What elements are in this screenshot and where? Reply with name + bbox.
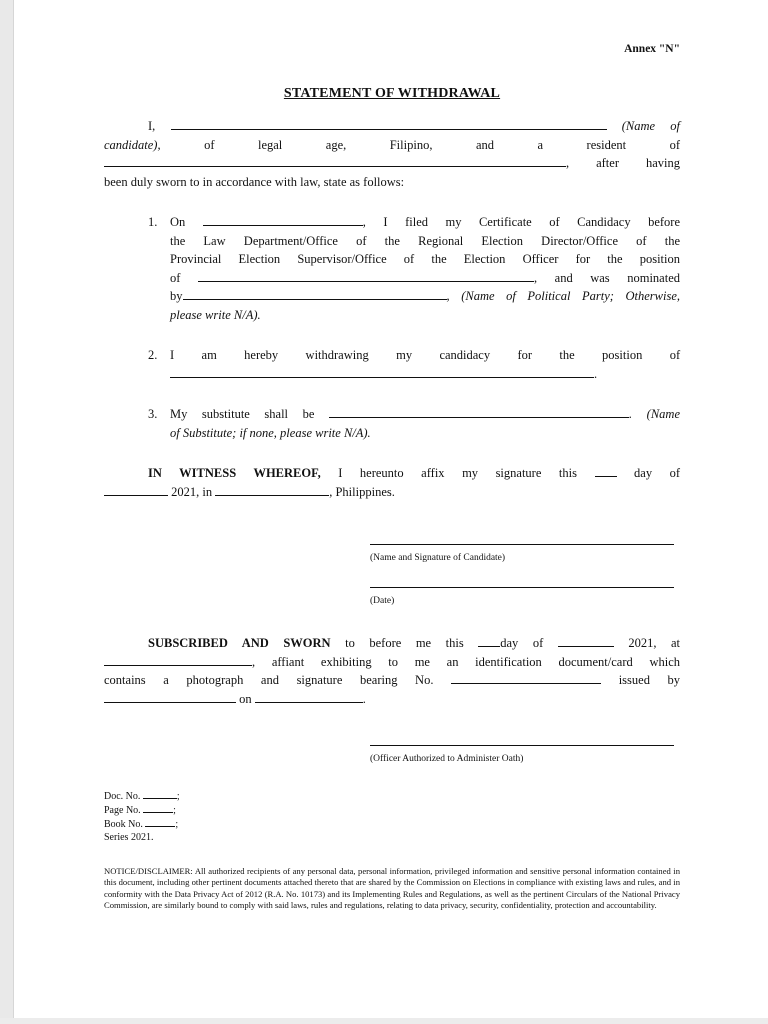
word-filipino: Filipino, xyxy=(389,137,433,152)
w: my xyxy=(396,348,413,362)
word-of: of xyxy=(204,137,215,152)
item-1 xyxy=(104,213,680,324)
item-3-number: 3. xyxy=(148,407,158,421)
word-legal: legal xyxy=(257,137,283,152)
item-2-line-1 xyxy=(170,346,680,365)
word-age: age, xyxy=(325,137,347,152)
subscribed-paragraph xyxy=(104,634,680,708)
scan-edge-bottom xyxy=(0,1018,768,1024)
word-a: a xyxy=(537,137,544,152)
subscribed-t3: 2021, at xyxy=(628,636,681,650)
item-3-line-1 xyxy=(170,405,680,424)
w: hereby xyxy=(244,348,279,362)
candidate-name-blank[interactable] xyxy=(171,117,607,130)
substitute-blank[interactable] xyxy=(329,405,629,418)
witness-bold: IN WITNESS WHEREOF, xyxy=(148,466,321,480)
witness-day-blank[interactable] xyxy=(595,464,617,477)
subscribed-line-4 xyxy=(104,690,680,709)
doc-no xyxy=(104,789,680,803)
item-1-by: by xyxy=(170,289,183,303)
officer-signature-block xyxy=(370,744,674,769)
item-3-line-2: of Substitute; if none, please write N/A). xyxy=(170,425,371,440)
candidate-hint: candidate), xyxy=(104,137,161,152)
subscribed-t4: , affiant exhibiting to me an identification document/card which xyxy=(252,654,680,669)
sworn-day-blank[interactable] xyxy=(478,634,500,647)
docket-block xyxy=(104,789,680,844)
witness-philippines: , Philippines. xyxy=(329,484,395,499)
subscribed-end: . xyxy=(362,691,366,706)
witness-day-of: day of xyxy=(634,466,681,480)
candidate-signature-label: (Name and Signature of Candidate) xyxy=(370,553,506,563)
subscribed-t1: to before me this xyxy=(330,636,464,650)
withdraw-position-blank[interactable] xyxy=(170,365,594,378)
subscribed-bold: SUBSCRIBED AND SWORN xyxy=(148,636,331,650)
document-title: STATEMENT OF WITHDRAWAL xyxy=(283,85,501,101)
page-no-label: Page No. xyxy=(104,804,141,816)
subscribed-line-2 xyxy=(104,653,680,672)
subscribed-on: on xyxy=(239,691,252,706)
candidate-signature-block xyxy=(370,543,674,568)
item-1-on: On xyxy=(170,215,186,229)
position-blank[interactable] xyxy=(198,269,534,282)
book-no-blank[interactable] xyxy=(145,817,175,827)
w: am xyxy=(201,348,217,362)
w: candidacy xyxy=(439,348,491,362)
item-2-end: . xyxy=(594,366,598,381)
date-line[interactable] xyxy=(370,586,674,588)
subscribed-t6: issued by xyxy=(618,673,681,687)
party-hint: , (Name of Political Party; Otherwise, xyxy=(446,289,680,303)
intro-i: I, xyxy=(148,119,156,133)
officer-signature-label: (Officer Authorized to Administer Oath) xyxy=(370,754,524,764)
notice-disclaimer: NOTICE/DISCLAIMER: All authorized recipients of any personal data, personal information, privileged information and sensitive personal information contained in this document, including other pertinent documents attached thereto that are shared by the Commission on Elections in compliance with existing laws and rules, and in conformity with the Data Privacy Act of 2012 (R.A. No. 10173) and its Implementing Rules and Regulations, as well as the pertinent Circulars of the National Privacy Commission, are similarly bound to comply with said laws, rules and regulations, relating to data privacy, security, confidentiality, protection and accountability. xyxy=(104,865,680,911)
name-hint: (Name of xyxy=(621,119,680,133)
date-signature-block xyxy=(370,586,674,611)
residence-blank[interactable] xyxy=(104,154,566,167)
sep: ; xyxy=(173,804,176,816)
intro-line-2 xyxy=(104,136,680,155)
witness-line-1 xyxy=(104,464,680,483)
item-1-filed: , I filed my Certificate of Candidacy before xyxy=(362,215,681,229)
issued-on-blank[interactable] xyxy=(255,690,363,703)
item-1-of: of xyxy=(170,270,181,285)
series: Series 2021. xyxy=(104,831,154,843)
w: position xyxy=(602,348,643,362)
book-no xyxy=(104,817,680,831)
word-and: and xyxy=(475,137,494,152)
item-1-line-1 xyxy=(170,213,680,232)
witness-line-2 xyxy=(104,483,680,502)
sworn-month-blank[interactable] xyxy=(558,634,614,647)
doc-no-label: Doc. No. xyxy=(104,790,141,802)
substitute-hint: . (Name xyxy=(628,407,681,421)
date-label: (Date) xyxy=(370,595,395,606)
issued-by-blank[interactable] xyxy=(104,690,236,703)
item-3 xyxy=(104,405,680,442)
item-1-number: 1. xyxy=(148,215,158,229)
intro-line-4: been duly sworn to in accordance with law, state as follows: xyxy=(104,174,405,189)
w: of xyxy=(669,348,681,362)
witness-year: 2021, in xyxy=(171,484,213,499)
subscribed-t5: contains a photograph and signature bearing No. xyxy=(104,673,434,687)
item-1-line-4 xyxy=(170,269,680,288)
item-1-line-2: the Law Department/Office of the Regional Election Director/Office of the xyxy=(170,233,680,248)
intro-line-1 xyxy=(104,117,680,136)
item-1-nominated: , and was nominated xyxy=(533,270,680,285)
subscribed-t2: day of xyxy=(500,636,544,650)
scan-edge-left xyxy=(0,0,14,1024)
after-having: , after having xyxy=(566,156,680,170)
book-no-label: Book No. xyxy=(104,818,143,830)
annex-label: Annex "N" xyxy=(624,43,680,55)
witness-place-blank[interactable] xyxy=(215,483,329,496)
filing-date-blank[interactable] xyxy=(203,213,363,226)
page-no xyxy=(104,803,680,817)
subscribed-line-1 xyxy=(104,634,680,653)
subscribed-line-3 xyxy=(104,671,680,690)
intro-line-3 xyxy=(104,154,680,173)
word-of-2: of xyxy=(669,137,681,152)
item-3-text: My substitute shall be xyxy=(170,407,315,421)
witness-month-blank[interactable] xyxy=(104,483,168,496)
witness-text: I hereunto affix my signature this xyxy=(320,466,577,480)
item-2-number: 2. xyxy=(148,348,158,362)
w: I xyxy=(170,348,175,362)
item-1-line-3: Provincial Election Supervisor/Office of the Election Officer for the position xyxy=(170,252,680,266)
sep: ; xyxy=(175,818,179,830)
id-number-blank[interactable] xyxy=(451,671,601,684)
sep: ; xyxy=(176,790,180,802)
candidate-signature-line[interactable] xyxy=(370,543,674,545)
officer-signature-line[interactable] xyxy=(370,744,674,746)
item-1-line-6: please write N/A). xyxy=(170,307,261,322)
page-no-blank[interactable] xyxy=(143,803,173,813)
item-1-line-5 xyxy=(170,287,680,306)
word-resident: resident xyxy=(586,137,627,152)
w: the xyxy=(559,348,575,362)
sworn-place-blank[interactable] xyxy=(104,653,252,666)
intro-paragraph xyxy=(104,117,680,191)
witness-paragraph xyxy=(104,464,680,501)
item-2-line-2 xyxy=(170,365,680,384)
document-body xyxy=(104,40,680,912)
w: withdrawing xyxy=(305,348,369,362)
item-2 xyxy=(104,346,680,383)
w: for xyxy=(517,348,533,362)
party-blank[interactable] xyxy=(183,287,447,300)
doc-no-blank[interactable] xyxy=(143,789,177,799)
